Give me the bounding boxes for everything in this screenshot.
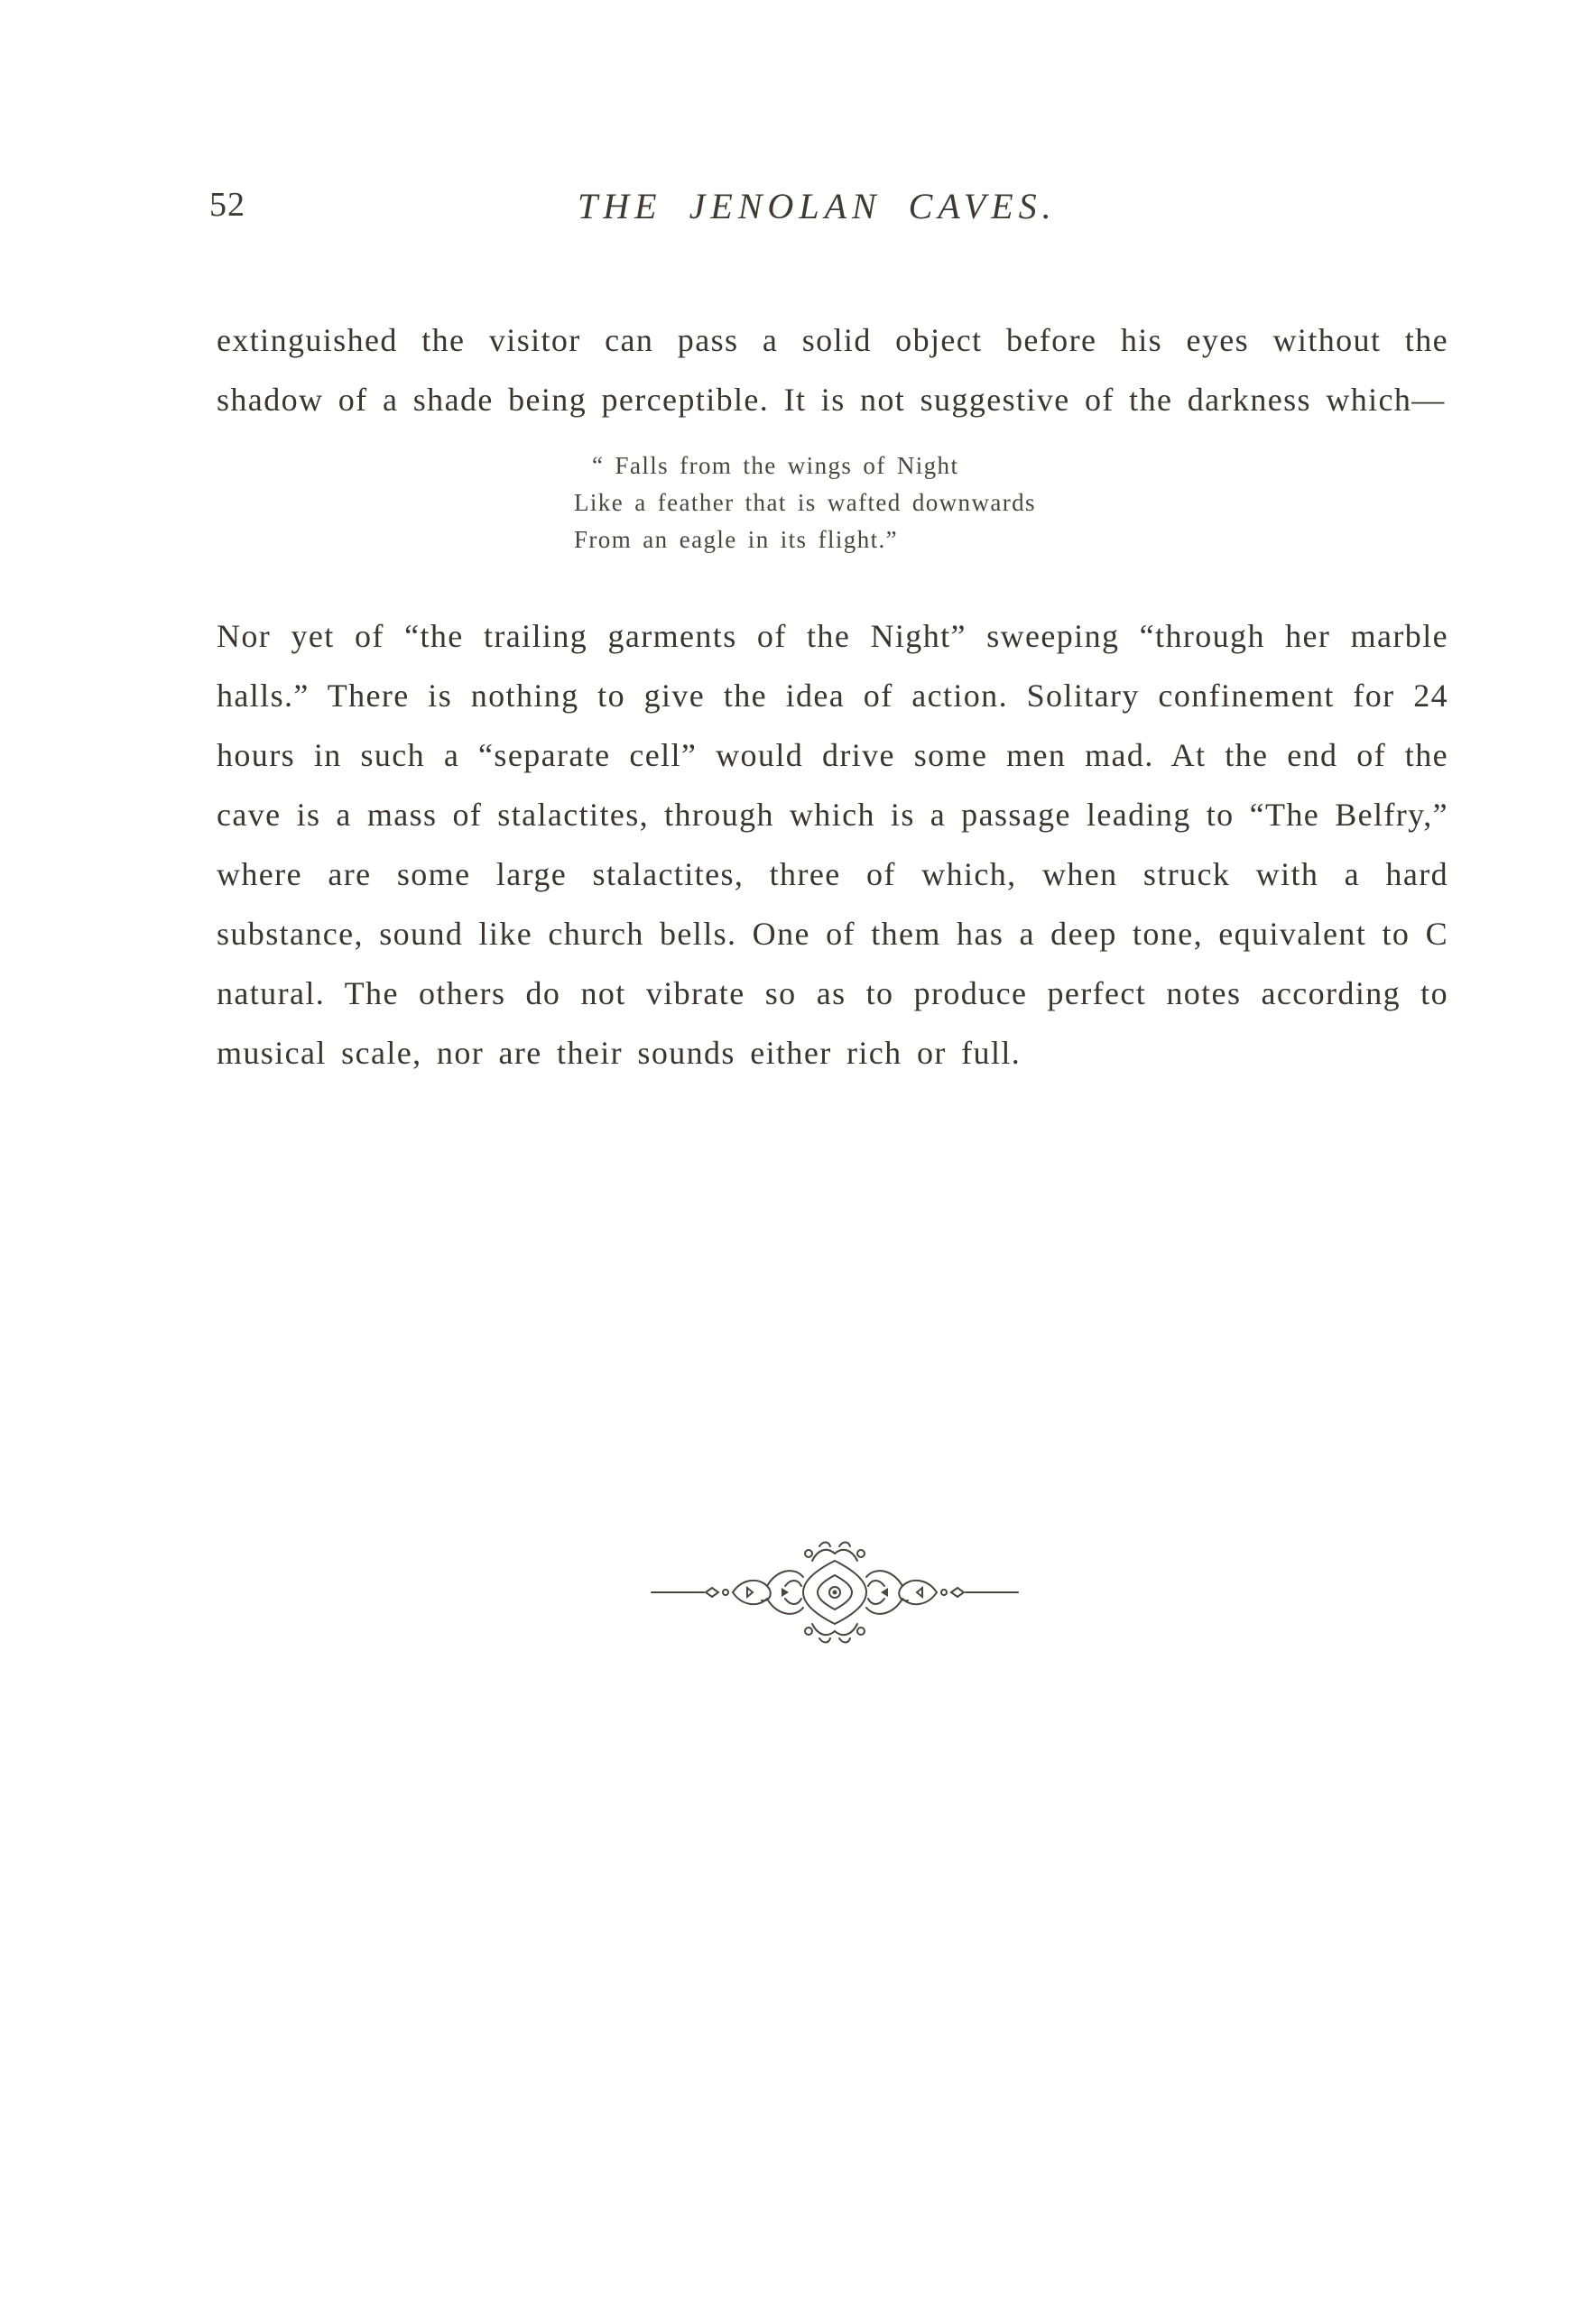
- verse-line-3: From an eagle in its flight.”: [574, 526, 899, 553]
- verse-line-2: Like a feather that is wafted downwards: [574, 489, 1036, 516]
- running-header: [0, 185, 1591, 230]
- page-number: 52: [209, 186, 245, 224]
- decorative-tailpiece-icon: [650, 1534, 1020, 1651]
- verse-line-1: “ Falls from the wings of Night: [592, 452, 959, 479]
- running-title: THE JENOLAN CAVES.: [578, 186, 1057, 226]
- paragraph-2: Nor yet of “the trailing garments of the Night” sweeping “through her marble halls.” There is nothing to give the idea of action. Solitary confinement for 24 hours in such a “separate cell” would drive some men mad. At the end of the cave is a mass of stalactites, through which is a passage leading to “The Belfry,” where are some large stalactites, three of which, when struck with a hard substance, sound like church bells. One of them has a deep tone, equivalent to C natural. The others do not vibrate so as to produce perfect notes according to musical scale, nor are their sounds either rich or full.: [217, 618, 1448, 1071]
- verse-quotation: [574, 447, 1036, 558]
- paragraph-1: extinguished the visitor can pass a solid object before his eyes without the shadow of a shade being perceptible. It is not suggestive of the darkness which—: [217, 322, 1448, 418]
